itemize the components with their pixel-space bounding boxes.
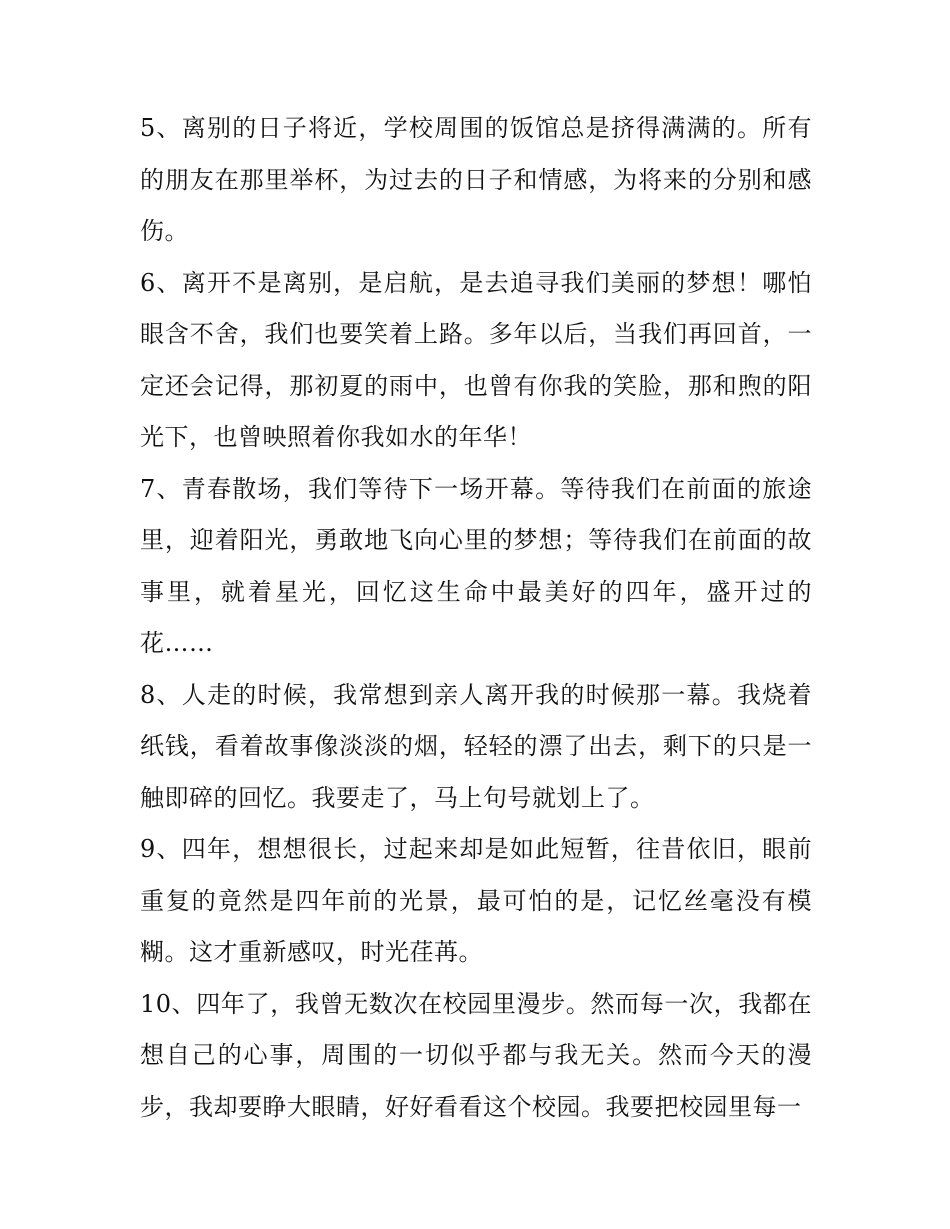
paragraph-7: 7、青春散场，我们等待下一场开幕。等待我们在前面的旅途里，迎着阳光，勇敢地飞向心里的梦想；等待我们在前面的故事里，就着星光，回忆这生命中最美好的四年，盛开过的花…… — [140, 474, 812, 657]
paragraph-10: 10、四年了，我曾无数次在校园里漫步。然而每一次，我都在想自己的心事，周围的一切似乎都与我无关。然而今天的漫步，我却要睁大眼睛，好好看看这个校园。我要把校园里每一 — [140, 989, 812, 1121]
paragraph-8: 8、人走的时候，我常想到亲人离开我的时候那一幕。我烧着纸钱，看着故事像淡淡的烟，轻轻的漂了出去，剩下的只是一触即碎的回忆。我要走了，马上句号就划上了。 — [140, 680, 812, 812]
paragraph-6: 6、离开不是离别，是启航，是去追寻我们美丽的梦想！哪怕眼含不舍，我们也要笑着上路。多年以后，当我们再回首，一定还会记得，那初夏的雨中，也曾有你我的笑脸，那和煦的阳光下，也曾映照着你我如水的年华！ — [140, 268, 812, 451]
document-body — [140, 103, 812, 1133]
paragraph-9: 9、四年，想想很长，过起来却是如此短暂，往昔依旧，眼前重复的竟然是四年前的光景，最可怕的是，记忆丝毫没有模糊。这才重新感叹，时光荏苒。 — [140, 835, 812, 966]
paragraph-5: 5、离别的日子将近，学校周围的饭馆总是挤得满满的。所有的朋友在那里举杯，为过去的日子和情感，为将来的分别和感伤。 — [140, 114, 812, 245]
